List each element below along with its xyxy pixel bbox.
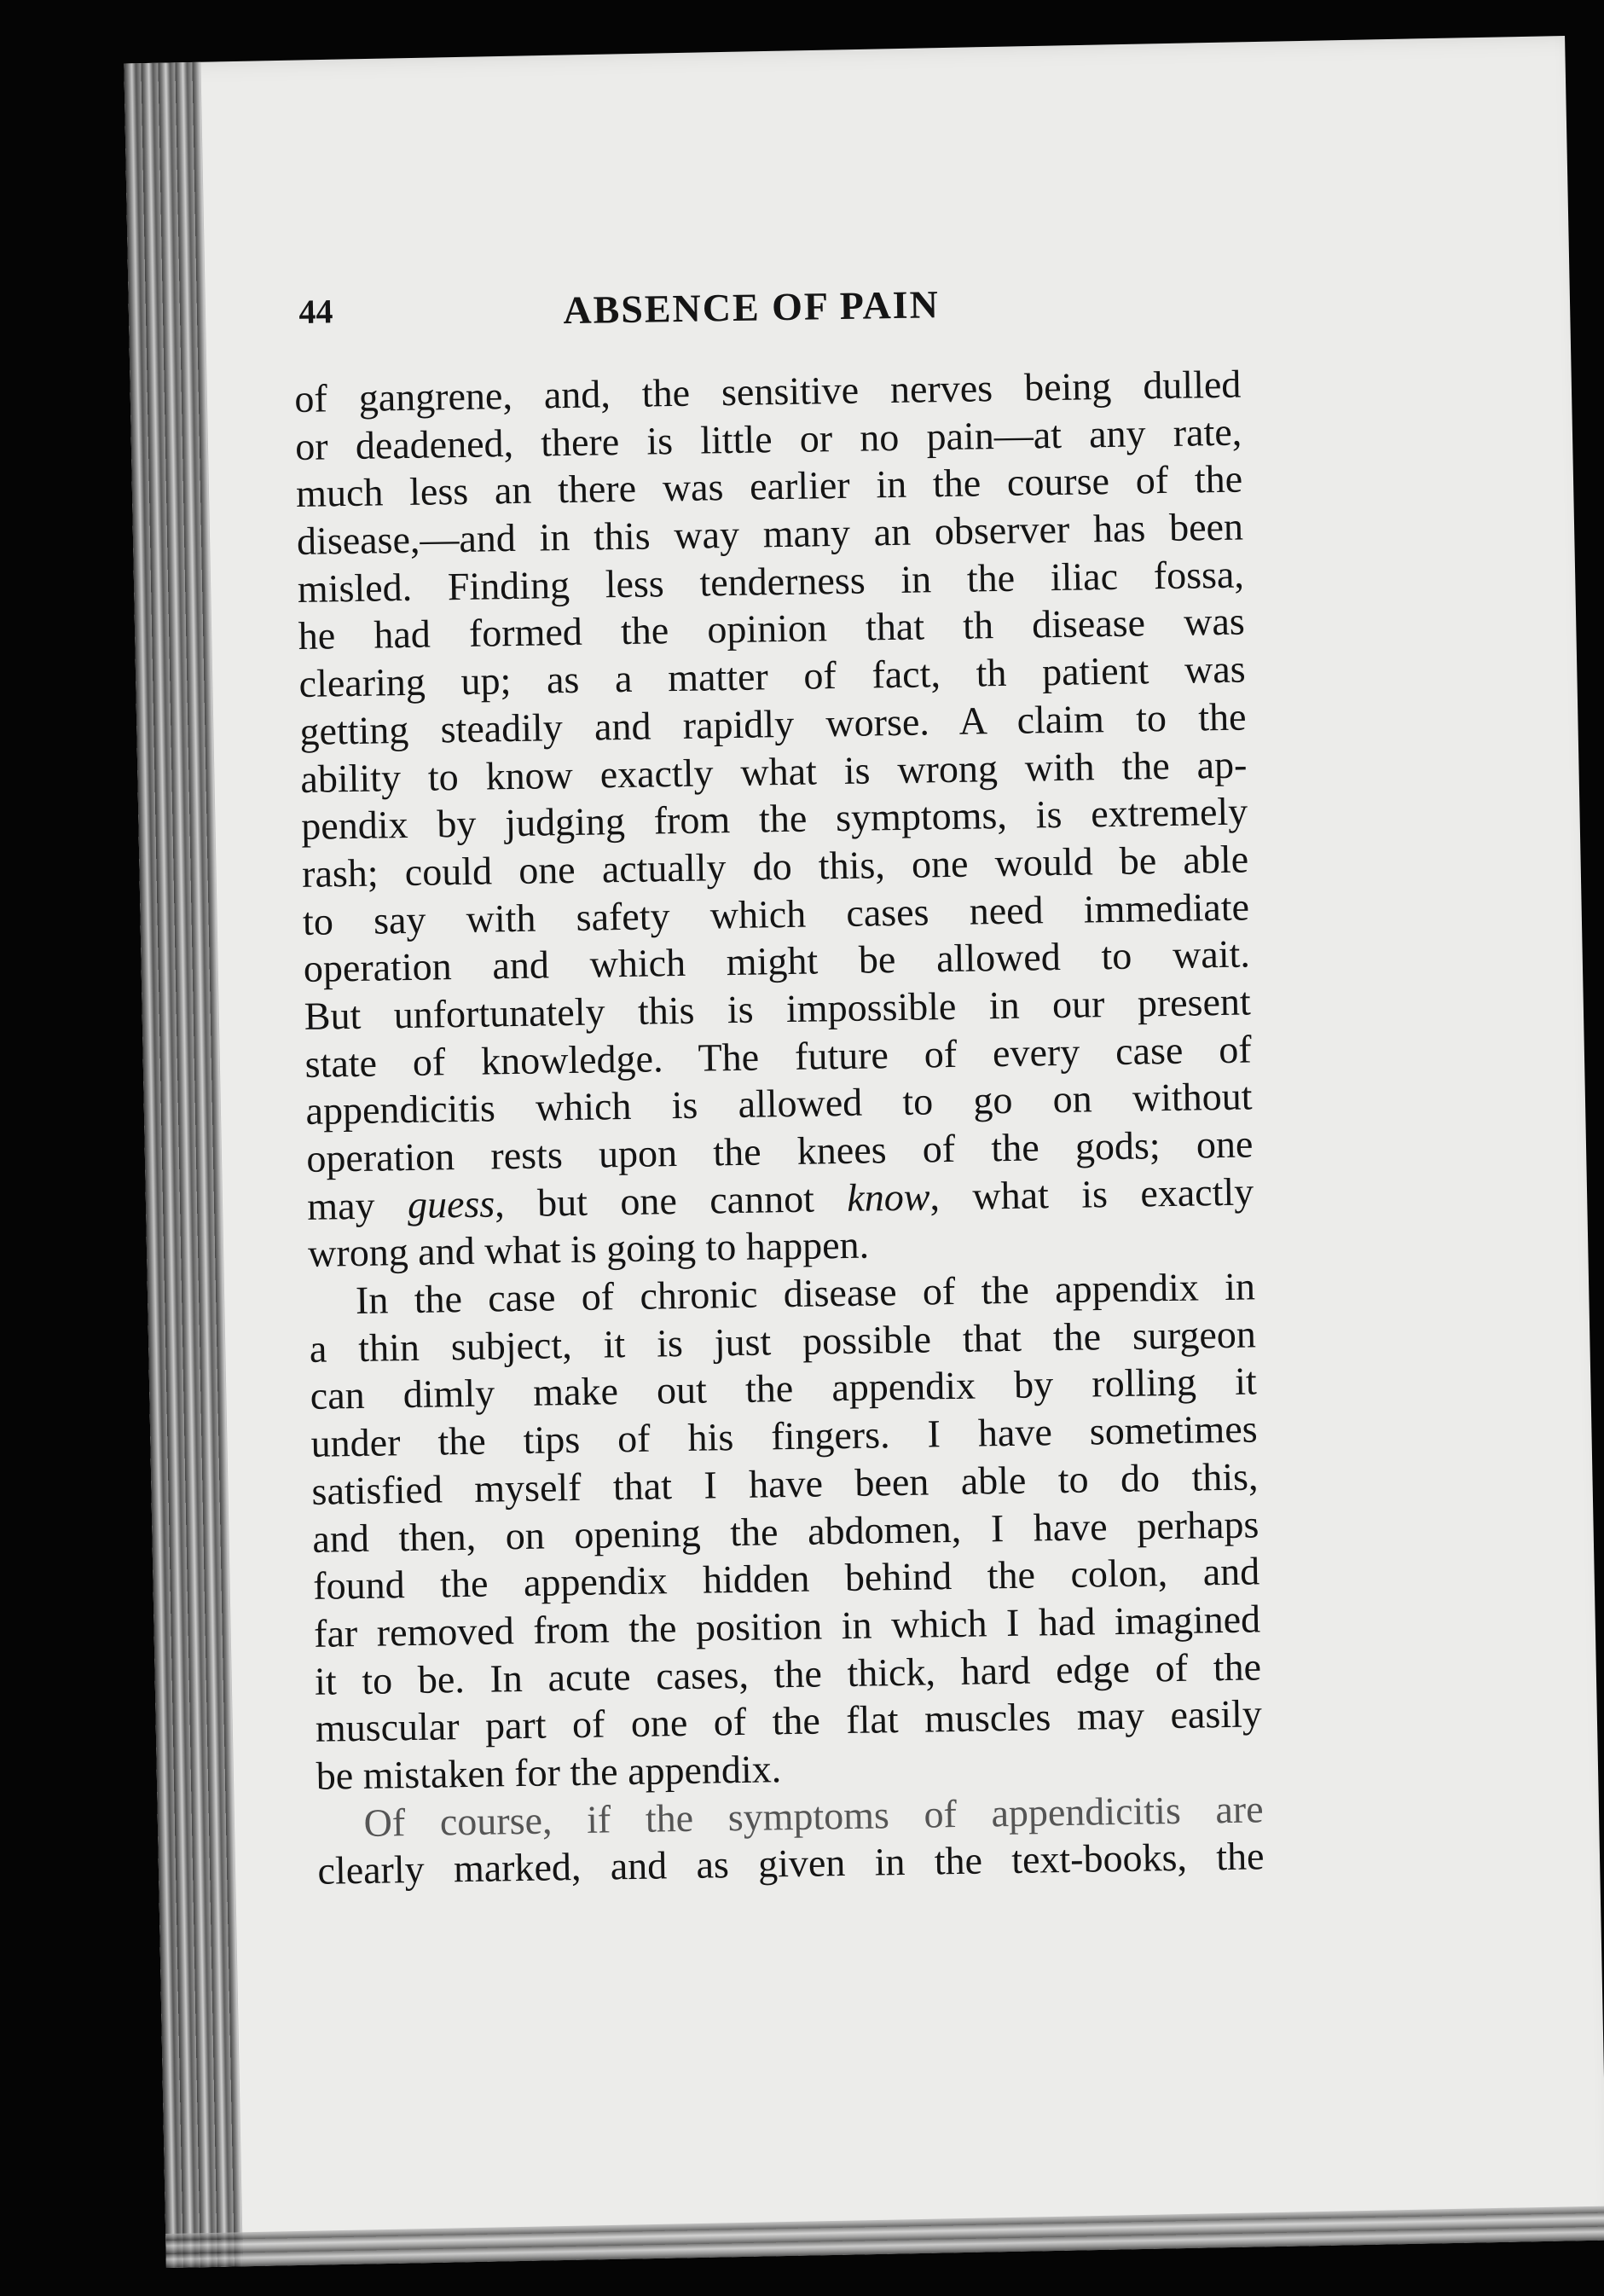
text-line: pendix by judging from the symptoms, is extremely bbox=[300, 789, 1248, 849]
text-line: he had formed the opinion that th disease was bbox=[298, 599, 1246, 658]
text-line: and then, on opening the abdomen, I have perhaps bbox=[312, 1501, 1259, 1561]
text-line: rash; could one actually do this, one would be able bbox=[301, 837, 1249, 896]
text-line: of gangrene, and, the sensitive nerves being dulled bbox=[294, 362, 1242, 420]
text-line: satisfied myself that I have been able to do this, bbox=[311, 1454, 1259, 1513]
text-fragment: may bbox=[306, 1182, 408, 1228]
text-line: operation and which might be allowed to wait. bbox=[303, 931, 1251, 991]
text-line: it to be. In acute cases, the thick, hard edge of the bbox=[314, 1644, 1262, 1703]
text-line: be mistaken for the appendix. bbox=[316, 1747, 782, 1798]
paragraph-1 bbox=[294, 361, 1254, 1278]
text-line: Of course, if the symptoms of appendicitis are bbox=[363, 1786, 1264, 1845]
text-line: or deadened, there is little or no pain—at any rate, bbox=[294, 409, 1242, 468]
italic-word-guess: guess bbox=[407, 1181, 495, 1226]
chapter-title: ABSENCE OF PAIN bbox=[562, 282, 941, 333]
text-line: muscular part of one of the flat muscles may easily bbox=[315, 1691, 1263, 1751]
text-line: operation rests upon the knees of the gods; one bbox=[306, 1122, 1254, 1180]
paragraph-3 bbox=[316, 1785, 1265, 1895]
text-line: a thin subject, it is just possible that the surgeon bbox=[309, 1312, 1257, 1371]
page-bottom-edge bbox=[165, 2206, 1604, 2268]
text-line: But unfortunately this is impossible in our present bbox=[304, 979, 1252, 1038]
text-line: wrong and what is going to happen. bbox=[307, 1222, 870, 1276]
text-line: much less an there was earlier in the course of the bbox=[295, 456, 1243, 516]
text-line: In the case of chronic disease of the appendix in bbox=[355, 1264, 1256, 1323]
paragraph-2 bbox=[309, 1262, 1263, 1800]
book-spine-edge bbox=[124, 62, 243, 2268]
body-text bbox=[294, 361, 1265, 1895]
page-number: 44 bbox=[298, 292, 333, 331]
text-line: appendicitis which is allowed to go on without bbox=[305, 1074, 1253, 1134]
text-line: ability to know exactly what is wrong with the ap- bbox=[300, 742, 1248, 801]
text-line: state of knowledge. The future of every case of bbox=[304, 1027, 1252, 1086]
text-line: far removed from the position in which I had imagined bbox=[313, 1597, 1261, 1655]
text-line: can dimly make out the appendix by rolling it bbox=[310, 1359, 1258, 1418]
italic-word-know: know bbox=[846, 1174, 930, 1220]
text-line: found the appendix hidden behind the colon, and bbox=[312, 1549, 1260, 1609]
text-line: getting steadily and rapidly worse. A claim to the bbox=[299, 694, 1247, 753]
text-fragment: , what is exactly bbox=[929, 1169, 1254, 1219]
text-line: clearly marked, and as given in the text-books, the bbox=[317, 1834, 1265, 1893]
text-line: to say with safety which cases need immediate bbox=[302, 884, 1250, 943]
text-line: clearing up; as a matter of fact, th patient was bbox=[298, 646, 1246, 706]
text-line: misled. Finding less tenderness in the iliac fossa, bbox=[297, 552, 1245, 611]
text-line: under the tips of his fingers. I have sometimes bbox=[310, 1406, 1258, 1465]
text-fragment: , but one cannot bbox=[494, 1175, 848, 1226]
text-line: disease,—and in this way many an observer has been bbox=[296, 504, 1244, 564]
